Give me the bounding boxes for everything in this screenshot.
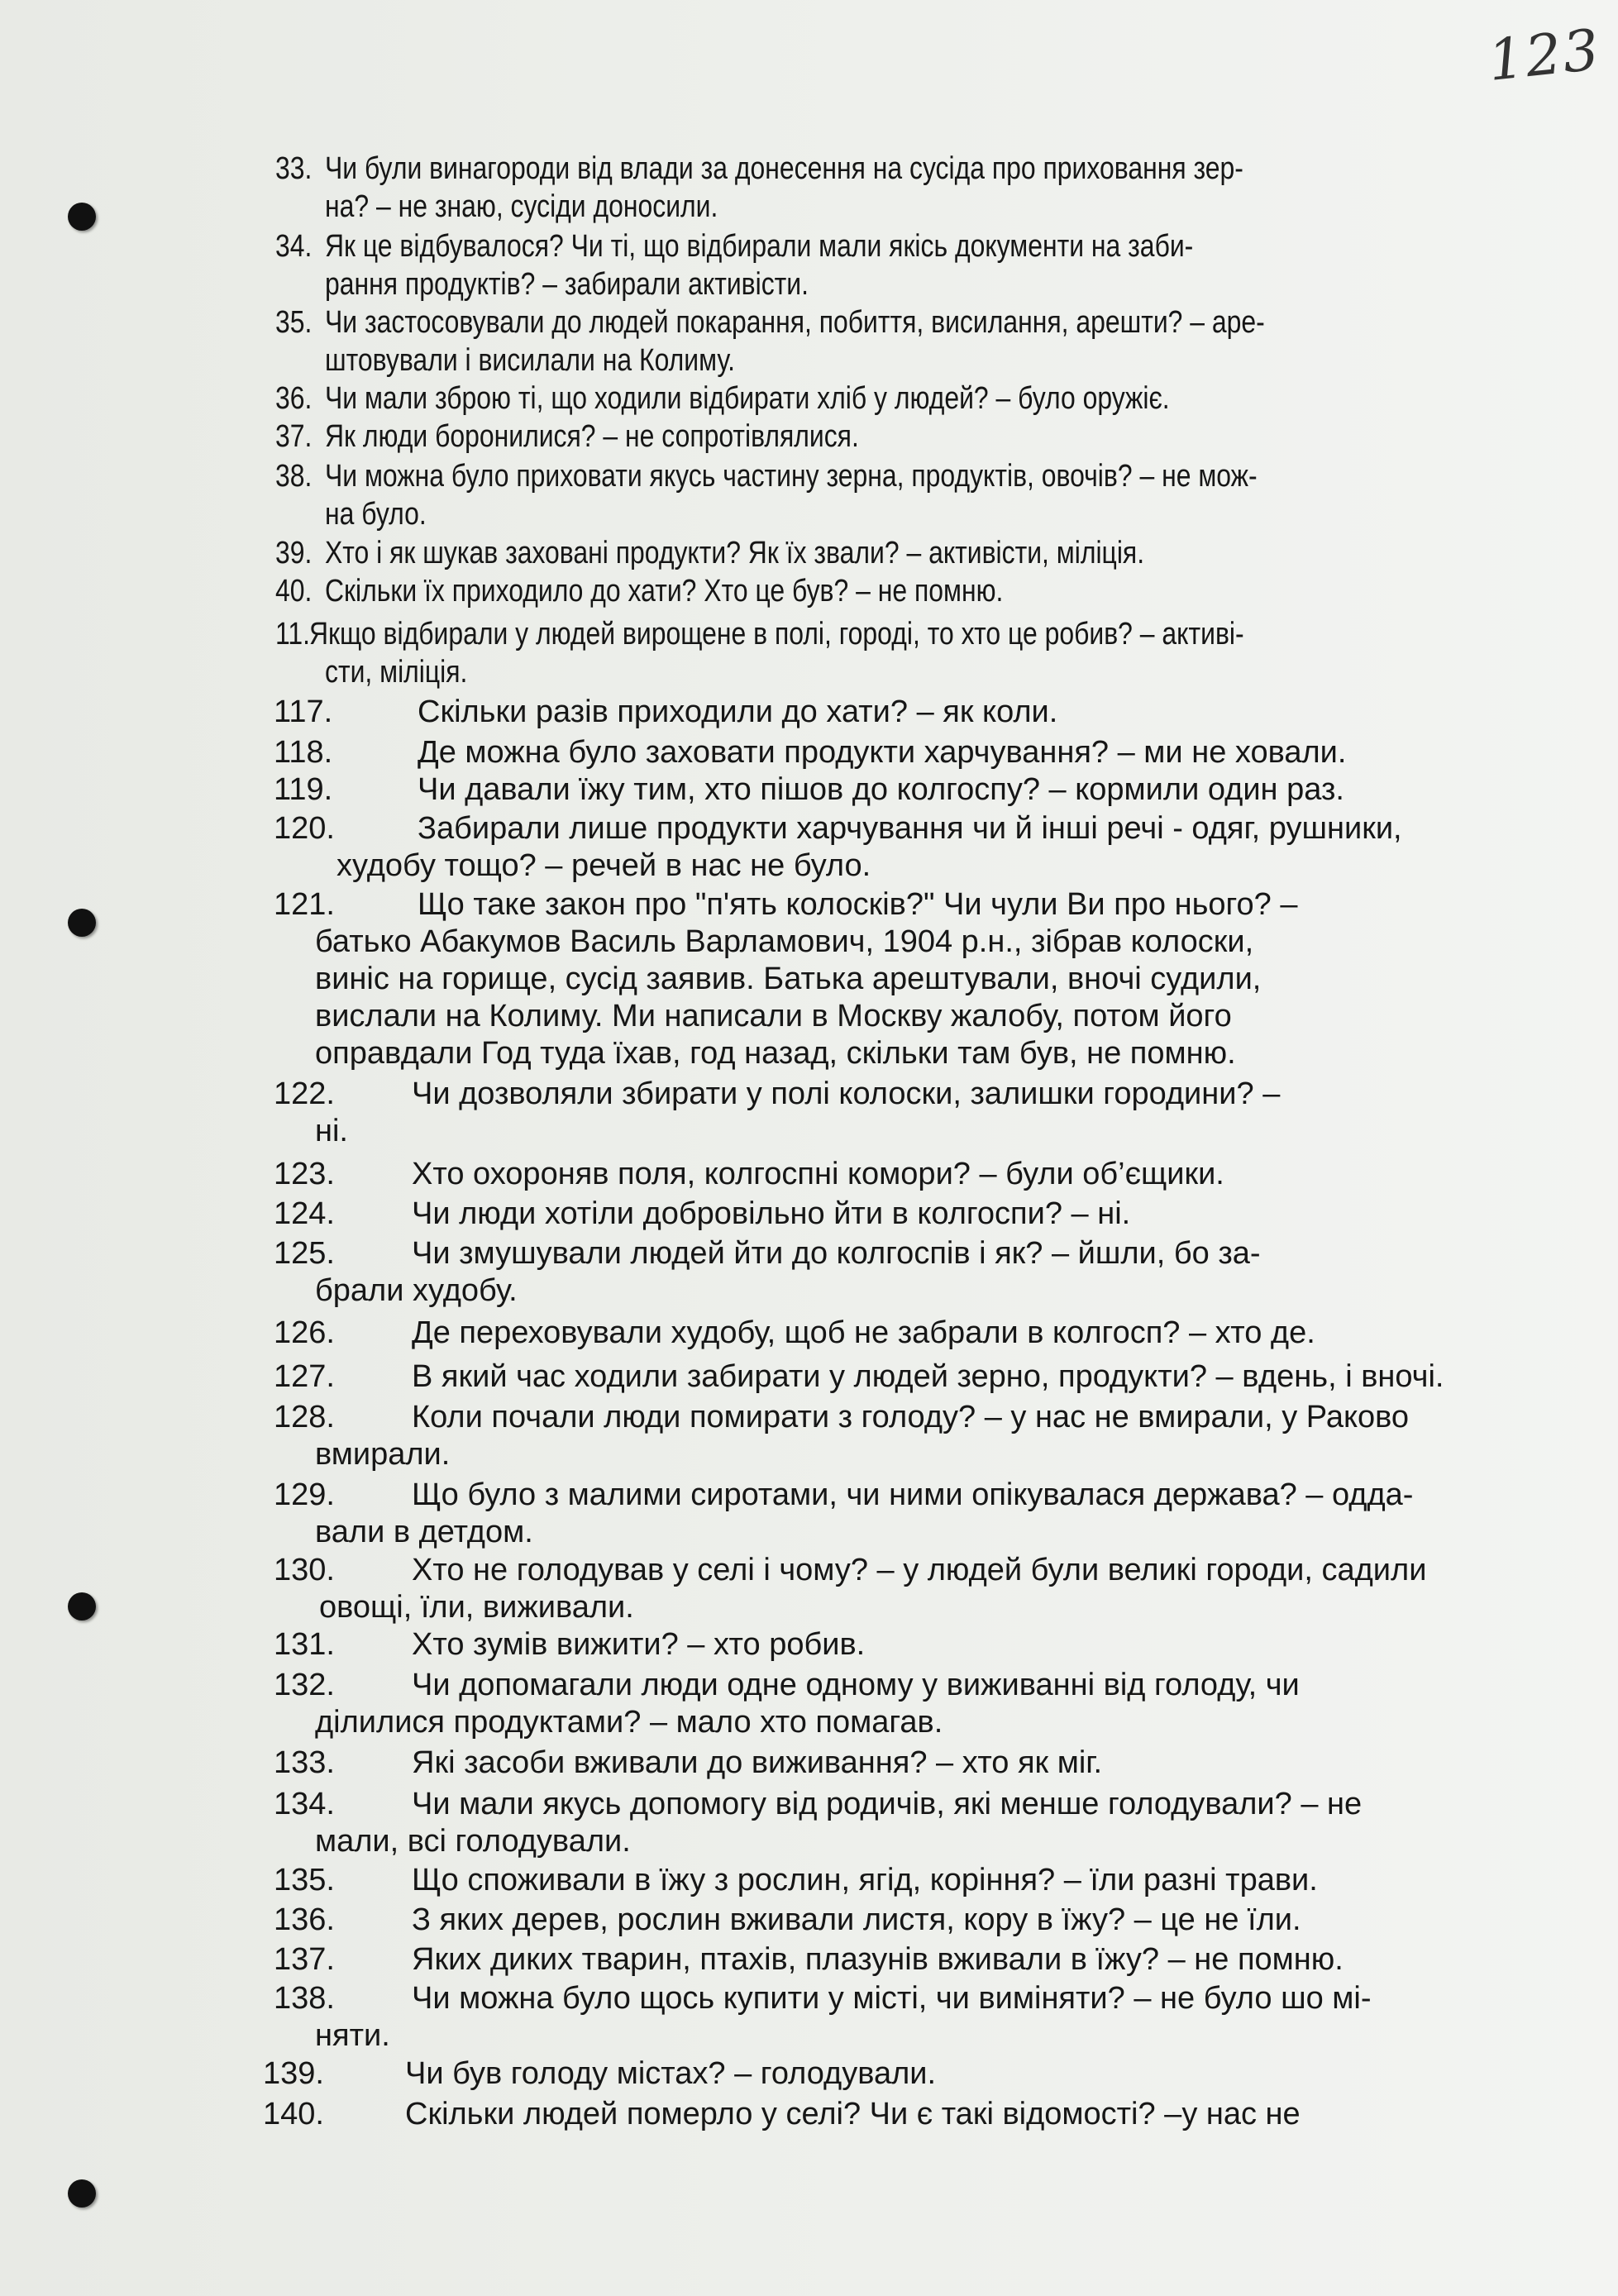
item-text-line: Скільки людей померло у селі? Чи є такі відомості? –у нас не	[405, 2097, 1301, 2132]
item-text-line: Чи допомагали люди одне одному у виживанні від голоду, чи	[412, 1668, 1300, 1703]
item-number: 130.	[274, 1552, 335, 1587]
item-text-line: штовували і висилали на Колиму.	[325, 342, 736, 378]
item-number: 117.	[274, 694, 333, 729]
item-text-line: Чи можна було щось купити у місті, чи виміняти? – не було шо мі-	[412, 1981, 1372, 2017]
item-text-line: Хто зумів вижити? – хто робив.	[412, 1626, 866, 1662]
item-number: 38.	[275, 458, 313, 494]
item-number: 34.	[275, 228, 313, 264]
item-number: 135.	[274, 1862, 335, 1897]
item-number: 11.	[275, 616, 311, 652]
item-text-line: Які засоби вживали до виживання? – хто як міг.	[412, 1745, 1103, 1781]
item-text-line: Що таке закон про "п'ять колосків?" Чи чули Ви про нього? –	[418, 887, 1298, 923]
item-text-line: Хто і як шукав заховані продукти? Як їх звали? – активісти, міліція.	[325, 536, 1145, 571]
item-text-line: Коли почали люди помирати з голоду? – у нас не вмирали, у Раково	[412, 1400, 1410, 1435]
punch-hole	[68, 909, 96, 937]
item-text-line: рання продуктів? – забирали активісти.	[325, 266, 809, 302]
item-text-line: Де переховували худобу, щоб не забрали в колгосп? – хто де.	[412, 1315, 1315, 1350]
item-text-line: Чи застосовували до людей покарання, побиття, висилання, арешти? – аре-	[325, 304, 1265, 340]
item-number: 131.	[274, 1626, 335, 1662]
item-text-line: Чи змушували людей йти до колгоспів і як? – йшли, бо за-	[412, 1235, 1261, 1271]
punch-hole	[68, 2179, 96, 2208]
item-text-line: вали в детдом.	[315, 1515, 533, 1550]
item-text-line: ділилися продуктами? – мало хто помагав.	[315, 1705, 943, 1740]
item-number: 132.	[274, 1668, 335, 1703]
punch-hole	[68, 203, 96, 231]
item-text-line: Чи дозволяли збирати у полі колоски, залишки городини? –	[412, 1076, 1281, 1111]
item-number: 124.	[274, 1196, 335, 1232]
item-text-line: Чи був голоду містах? – голодували.	[405, 2055, 937, 2091]
punch-hole	[68, 1592, 96, 1621]
item-number: 137.	[274, 1941, 335, 1977]
item-number: 140.	[263, 2097, 324, 2132]
item-text-line: В який час ходили забирати у людей зерно, продукти? – вдень, і вночі.	[412, 1358, 1444, 1394]
item-text-line: мали, всі голодували.	[315, 1823, 631, 1859]
item-text-line: Скільки їх приходило до хати? Хто це був? – не помню.	[325, 574, 1004, 609]
item-number: 33.	[275, 150, 313, 186]
item-text-line: Забирали лише продукти харчування чи й інші речі - одяг, рушники,	[418, 811, 1402, 847]
item-text-line: Хто охороняв поля, колгоспні комори? – були об’єщики.	[412, 1157, 1224, 1192]
item-text-line: сти, міліція.	[325, 654, 468, 690]
item-text-line: Чи мали зброю ті, що ходили відбирати хліб у людей? – було оружіє.	[325, 380, 1170, 416]
item-text-line: няти.	[315, 2018, 390, 2054]
item-text-line: на було.	[325, 496, 427, 532]
item-text-line: овощі, їли, виживали.	[319, 1589, 634, 1625]
item-text-line: Хто не голодував у селі і чому? – у людей були великі городи, садили	[412, 1552, 1427, 1587]
item-text-line: З яких дерев, рослин вживали листя, кору в їжу? – це не їли.	[412, 1902, 1301, 1937]
item-text-line: на? – не знаю, сусіди доносили.	[325, 189, 718, 224]
item-text-line: Як люди боронилися? – не сопротівлялися.	[325, 418, 859, 454]
item-text-line: вмирали.	[315, 1437, 451, 1473]
item-number: 139.	[263, 2055, 324, 2091]
item-text-line: Скільки разів приходили до хати? – як коли.	[418, 694, 1058, 729]
handwritten-page-number: 123	[1485, 17, 1604, 94]
item-number: 123.	[274, 1157, 335, 1192]
item-text-line: ні.	[315, 1113, 348, 1148]
item-number: 35.	[275, 304, 313, 340]
item-text-line: батько Абакумов Василь Варламович, 1904 р.н., зібрав колоски,	[315, 924, 1254, 960]
item-text-line: Чи мали якусь допомогу від родичів, які менше голодували? – не	[412, 1786, 1363, 1821]
item-text-line: Де можна було заховати продукти харчування? – ми не ховали.	[418, 735, 1347, 771]
item-number: 125.	[274, 1235, 335, 1271]
item-number: 120.	[274, 811, 335, 847]
item-text-line: вислали на Колиму. Ми написали в Москву жалобу, потом його	[315, 999, 1232, 1034]
item-text-line: Як це відбувалося? Чи ті, що відбирали мали якісь документи на заби-	[325, 228, 1194, 264]
item-text-line: худобу тощо? – речей в нас не було.	[336, 848, 871, 884]
item-number: 40.	[275, 574, 313, 609]
item-text-line: Що споживали в їжу з рослин, ягід, коріння? – їли разні трави.	[412, 1862, 1318, 1897]
item-text-line: виніс на горище, сусід заявив. Батька арештували, вночі судили,	[315, 962, 1262, 997]
item-text-line: брали худобу.	[315, 1272, 518, 1308]
item-number: 127.	[274, 1358, 335, 1394]
item-text-line: Яких диких тварин, птахів, плазунів вживали в їжу? – не помню.	[412, 1941, 1344, 1977]
item-number: 121.	[274, 887, 335, 923]
item-text-line: Чи можна було приховати якусь частину зерна, продуктів, овочів? – не мож-	[325, 458, 1258, 494]
item-text-line: Чи були винагороди від влади за донесення на сусіда про приховання зер-	[325, 150, 1243, 186]
item-text-line: Чи давали їжу тим, хто пішов до колгоспу? – кормили один раз.	[418, 771, 1344, 807]
item-number: 118.	[274, 735, 333, 771]
item-number: 138.	[274, 1981, 335, 2017]
item-number: 126.	[274, 1315, 335, 1350]
item-number: 119.	[274, 771, 333, 807]
item-number: 128.	[274, 1400, 335, 1435]
item-text-line: Чи люди хотіли добровільно йти в колгоспи? – ні.	[412, 1196, 1131, 1232]
item-text-line: Що було з малими сиротами, чи ними опікувалася держава? – одда-	[412, 1477, 1414, 1513]
item-number: 37.	[275, 418, 313, 454]
item-text-line: оправдали Год туда їхав, год назад, скільки там був, не помню.	[315, 1036, 1236, 1072]
item-number: 39.	[275, 536, 313, 571]
item-number: 122.	[274, 1076, 335, 1111]
item-text-line: Якщо відбирали у людей вирощене в полі, городі, то хто це робив? – активі-	[309, 616, 1244, 652]
item-number: 129.	[274, 1477, 335, 1513]
item-number: 133.	[274, 1745, 335, 1781]
item-number: 136.	[274, 1902, 335, 1937]
item-number: 36.	[275, 380, 313, 416]
item-number: 134.	[274, 1786, 335, 1821]
